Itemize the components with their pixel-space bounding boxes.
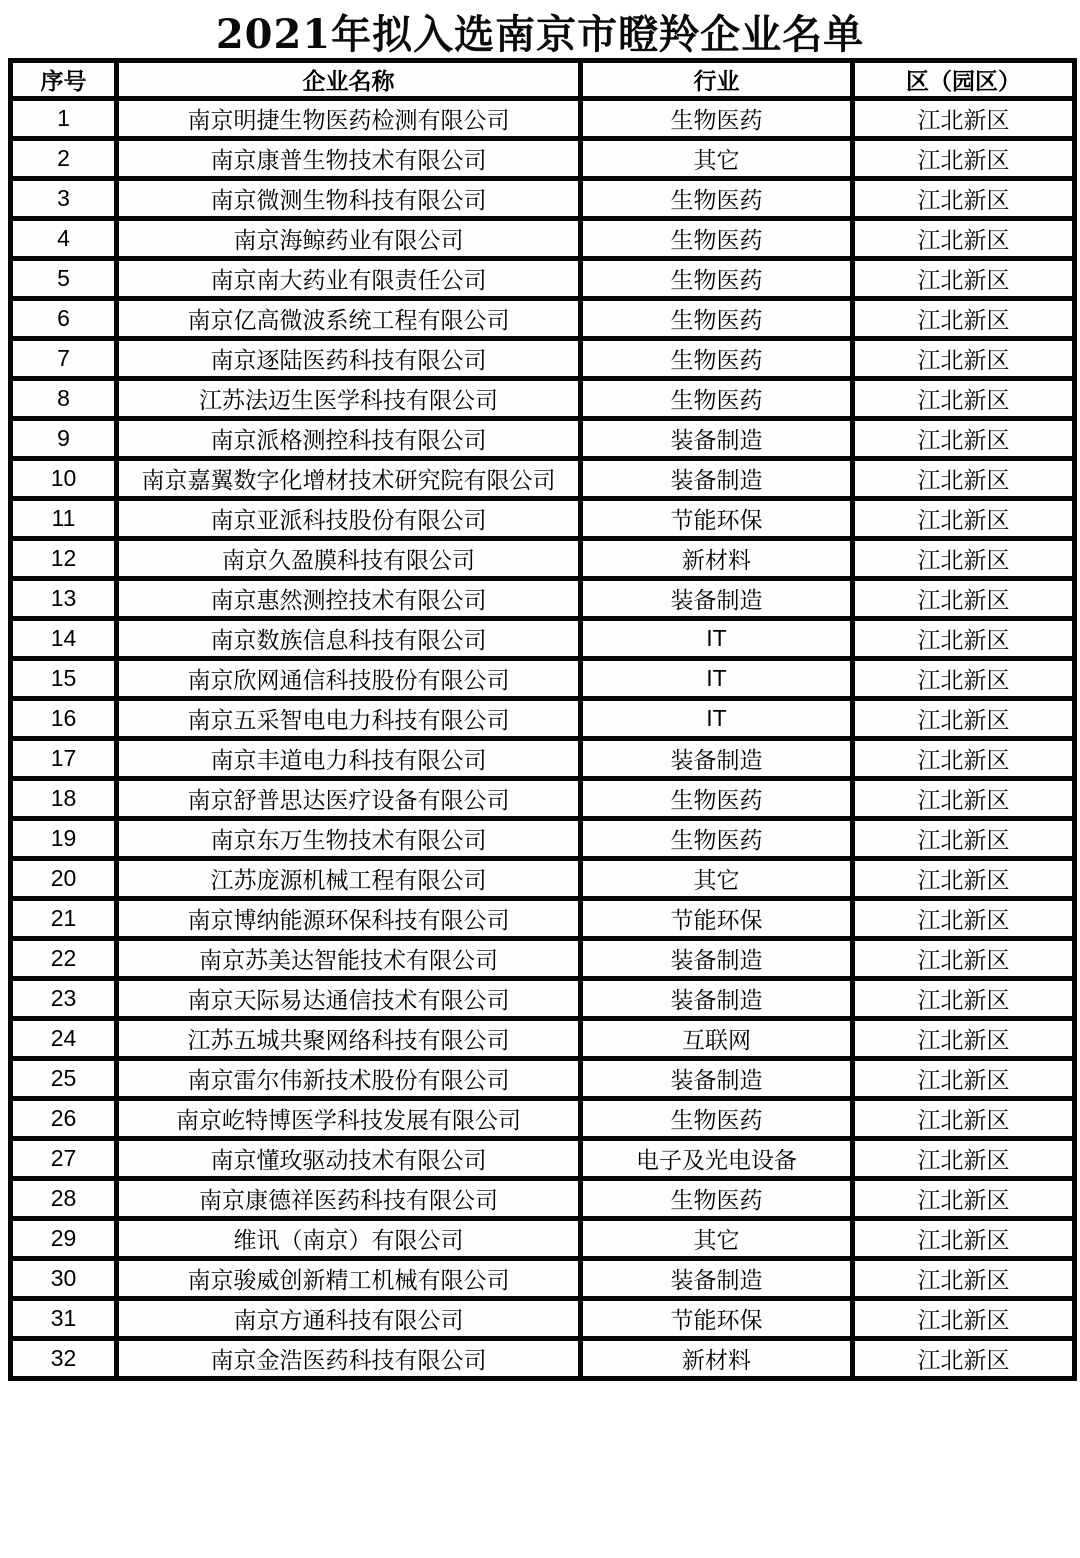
seq-cell: 1	[11, 99, 117, 139]
seq-cell: 3	[11, 179, 117, 219]
seq-cell: 8	[11, 379, 117, 419]
seq-cell: 17	[11, 739, 117, 779]
table-row	[11, 739, 1075, 779]
table-row	[11, 499, 1075, 539]
district-cell: 江北新区	[853, 1339, 1075, 1379]
industry-cell: IT	[581, 659, 853, 699]
district-cell: 江北新区	[853, 1139, 1075, 1179]
table-row	[11, 339, 1075, 379]
industry-cell: 生物医药	[581, 819, 853, 859]
industry-cell: 电子及光电设备	[581, 1139, 853, 1179]
company-name-cell: 南京骏威创新精工机械有限公司	[117, 1259, 581, 1299]
industry-cell: 装备制造	[581, 579, 853, 619]
district-cell: 江北新区	[853, 659, 1075, 699]
gazelle-enterprise-table	[8, 58, 1077, 1381]
seq-cell: 28	[11, 1179, 117, 1219]
table-row	[11, 619, 1075, 659]
table-row	[11, 699, 1075, 739]
seq-cell: 7	[11, 339, 117, 379]
industry-cell: 互联网	[581, 1019, 853, 1059]
company-name-cell: 南京博纳能源环保科技有限公司	[117, 899, 581, 939]
header-row	[11, 61, 1075, 99]
seq-cell: 5	[11, 259, 117, 299]
industry-cell: 新材料	[581, 1339, 853, 1379]
company-name-cell: 南京康普生物技术有限公司	[117, 139, 581, 179]
table-row	[11, 859, 1075, 899]
seq-cell: 6	[11, 299, 117, 339]
company-name-cell: 南京明捷生物医药检测有限公司	[117, 99, 581, 139]
seq-cell: 14	[11, 619, 117, 659]
seq-cell: 27	[11, 1139, 117, 1179]
company-name-cell: 南京丰道电力科技有限公司	[117, 739, 581, 779]
table-row	[11, 1339, 1075, 1379]
company-name-cell: 维讯（南京）有限公司	[117, 1219, 581, 1259]
industry-cell: 生物医药	[581, 299, 853, 339]
table-row	[11, 1179, 1075, 1219]
industry-cell: 装备制造	[581, 1259, 853, 1299]
table-row	[11, 1019, 1075, 1059]
district-cell: 江北新区	[853, 939, 1075, 979]
company-name-cell: 江苏法迈生医学科技有限公司	[117, 379, 581, 419]
seq-cell: 24	[11, 1019, 117, 1059]
company-name-cell: 江苏庞源机械工程有限公司	[117, 859, 581, 899]
district-cell: 江北新区	[853, 1179, 1075, 1219]
district-cell: 江北新区	[853, 1059, 1075, 1099]
district-cell: 江北新区	[853, 819, 1075, 859]
table-row	[11, 579, 1075, 619]
industry-cell: 装备制造	[581, 419, 853, 459]
table-row	[11, 979, 1075, 1019]
district-cell: 江北新区	[853, 1259, 1075, 1299]
table-row	[11, 539, 1075, 579]
district-cell: 江北新区	[853, 539, 1075, 579]
seq-cell: 29	[11, 1219, 117, 1259]
industry-cell: IT	[581, 619, 853, 659]
table-row	[11, 379, 1075, 419]
industry-cell: 节能环保	[581, 899, 853, 939]
company-name-cell: 南京数族信息科技有限公司	[117, 619, 581, 659]
seq-cell: 18	[11, 779, 117, 819]
seq-cell: 20	[11, 859, 117, 899]
district-cell: 江北新区	[853, 619, 1075, 659]
table-body	[11, 99, 1075, 1379]
district-cell: 江北新区	[853, 899, 1075, 939]
seq-cell: 9	[11, 419, 117, 459]
company-name-cell: 江苏五城共聚网络科技有限公司	[117, 1019, 581, 1059]
seq-cell: 32	[11, 1339, 117, 1379]
table-row	[11, 1219, 1075, 1259]
col-header-company-name: 企业名称	[117, 61, 581, 99]
industry-cell: 装备制造	[581, 939, 853, 979]
district-cell: 江北新区	[853, 1219, 1075, 1259]
seq-cell: 11	[11, 499, 117, 539]
company-name-cell: 南京亚派科技股份有限公司	[117, 499, 581, 539]
district-cell: 江北新区	[853, 419, 1075, 459]
district-cell: 江北新区	[853, 699, 1075, 739]
industry-cell: 生物医药	[581, 339, 853, 379]
company-name-cell: 南京海鲸药业有限公司	[117, 219, 581, 259]
district-cell: 江北新区	[853, 339, 1075, 379]
company-name-cell: 南京雷尔伟新技术股份有限公司	[117, 1059, 581, 1099]
company-name-cell: 南京金浩医药科技有限公司	[117, 1339, 581, 1379]
seq-cell: 12	[11, 539, 117, 579]
industry-cell: 新材料	[581, 539, 853, 579]
company-name-cell: 南京南大药业有限责任公司	[117, 259, 581, 299]
seq-cell: 10	[11, 459, 117, 499]
district-cell: 江北新区	[853, 859, 1075, 899]
company-name-cell: 南京五采智电电力科技有限公司	[117, 699, 581, 739]
seq-cell: 23	[11, 979, 117, 1019]
industry-cell: 其它	[581, 1219, 853, 1259]
seq-cell: 22	[11, 939, 117, 979]
table-row	[11, 179, 1075, 219]
industry-cell: 节能环保	[581, 499, 853, 539]
district-cell: 江北新区	[853, 179, 1075, 219]
district-cell: 江北新区	[853, 379, 1075, 419]
company-name-cell: 南京天际易达通信技术有限公司	[117, 979, 581, 1019]
table-row	[11, 139, 1075, 179]
seq-cell: 4	[11, 219, 117, 259]
industry-cell: 生物医药	[581, 379, 853, 419]
table-row	[11, 259, 1075, 299]
seq-cell: 31	[11, 1299, 117, 1339]
seq-cell: 21	[11, 899, 117, 939]
district-cell: 江北新区	[853, 779, 1075, 819]
seq-cell: 16	[11, 699, 117, 739]
industry-cell: 生物医药	[581, 1099, 853, 1139]
industry-cell: IT	[581, 699, 853, 739]
company-name-cell: 南京微测生物科技有限公司	[117, 179, 581, 219]
industry-cell: 生物医药	[581, 219, 853, 259]
industry-cell: 生物医药	[581, 99, 853, 139]
table-row	[11, 1059, 1075, 1099]
district-cell: 江北新区	[853, 579, 1075, 619]
district-cell: 江北新区	[853, 139, 1075, 179]
district-cell: 江北新区	[853, 1019, 1075, 1059]
district-cell: 江北新区	[853, 1099, 1075, 1139]
company-name-cell: 南京苏美达智能技术有限公司	[117, 939, 581, 979]
industry-cell: 装备制造	[581, 459, 853, 499]
seq-cell: 25	[11, 1059, 117, 1099]
company-name-cell: 南京东万生物技术有限公司	[117, 819, 581, 859]
table-row	[11, 1299, 1075, 1339]
col-header-industry: 行业	[581, 61, 853, 99]
industry-cell: 装备制造	[581, 739, 853, 779]
seq-cell: 13	[11, 579, 117, 619]
table-row	[11, 1099, 1075, 1139]
district-cell: 江北新区	[853, 259, 1075, 299]
col-header-district: 区（园区）	[853, 61, 1075, 99]
table-row	[11, 419, 1075, 459]
company-name-cell: 南京舒普思达医疗设备有限公司	[117, 779, 581, 819]
district-cell: 江北新区	[853, 459, 1075, 499]
company-name-cell: 南京方通科技有限公司	[117, 1299, 581, 1339]
district-cell: 江北新区	[853, 1299, 1075, 1339]
page-title: 2021年拟入选南京市瞪羚企业名单	[215, 11, 865, 58]
industry-cell: 节能环保	[581, 1299, 853, 1339]
industry-cell: 装备制造	[581, 979, 853, 1019]
table-row	[11, 819, 1075, 859]
company-name-cell: 南京康德祥医药科技有限公司	[117, 1179, 581, 1219]
district-cell: 江北新区	[853, 979, 1075, 1019]
table-row	[11, 299, 1075, 339]
industry-cell: 生物医药	[581, 179, 853, 219]
company-name-cell: 南京惠然测控技术有限公司	[117, 579, 581, 619]
seq-cell: 15	[11, 659, 117, 699]
company-name-cell: 南京亿高微波系统工程有限公司	[117, 299, 581, 339]
district-cell: 江北新区	[853, 99, 1075, 139]
industry-cell: 生物医药	[581, 1179, 853, 1219]
col-header-seq: 序号	[11, 61, 117, 99]
district-cell: 江北新区	[853, 739, 1075, 779]
district-cell: 江北新区	[853, 299, 1075, 339]
seq-cell: 19	[11, 819, 117, 859]
company-name-cell: 南京逐陆医药科技有限公司	[117, 339, 581, 379]
industry-cell: 其它	[581, 859, 853, 899]
company-name-cell: 南京懂玫驱动技术有限公司	[117, 1139, 581, 1179]
industry-cell: 生物医药	[581, 779, 853, 819]
industry-cell: 其它	[581, 139, 853, 179]
table-row	[11, 939, 1075, 979]
industry-cell: 生物医药	[581, 259, 853, 299]
table-row	[11, 1259, 1075, 1299]
table-row	[11, 219, 1075, 259]
district-cell: 江北新区	[853, 219, 1075, 259]
company-name-cell: 南京嘉翼数字化增材技术研究院有限公司	[117, 459, 581, 499]
seq-cell: 2	[11, 139, 117, 179]
table-row	[11, 659, 1075, 699]
table-row	[11, 779, 1075, 819]
seq-cell: 26	[11, 1099, 117, 1139]
industry-cell: 装备制造	[581, 1059, 853, 1099]
table-row	[11, 99, 1075, 139]
table-row	[11, 459, 1075, 499]
district-cell: 江北新区	[853, 499, 1075, 539]
company-name-cell: 南京屹特博医学科技发展有限公司	[117, 1099, 581, 1139]
seq-cell: 30	[11, 1259, 117, 1299]
company-name-cell: 南京欣网通信科技股份有限公司	[117, 659, 581, 699]
company-name-cell: 南京派格测控科技有限公司	[117, 419, 581, 459]
table-row	[11, 1139, 1075, 1179]
company-name-cell: 南京久盈膜科技有限公司	[117, 539, 581, 579]
table-row	[11, 899, 1075, 939]
